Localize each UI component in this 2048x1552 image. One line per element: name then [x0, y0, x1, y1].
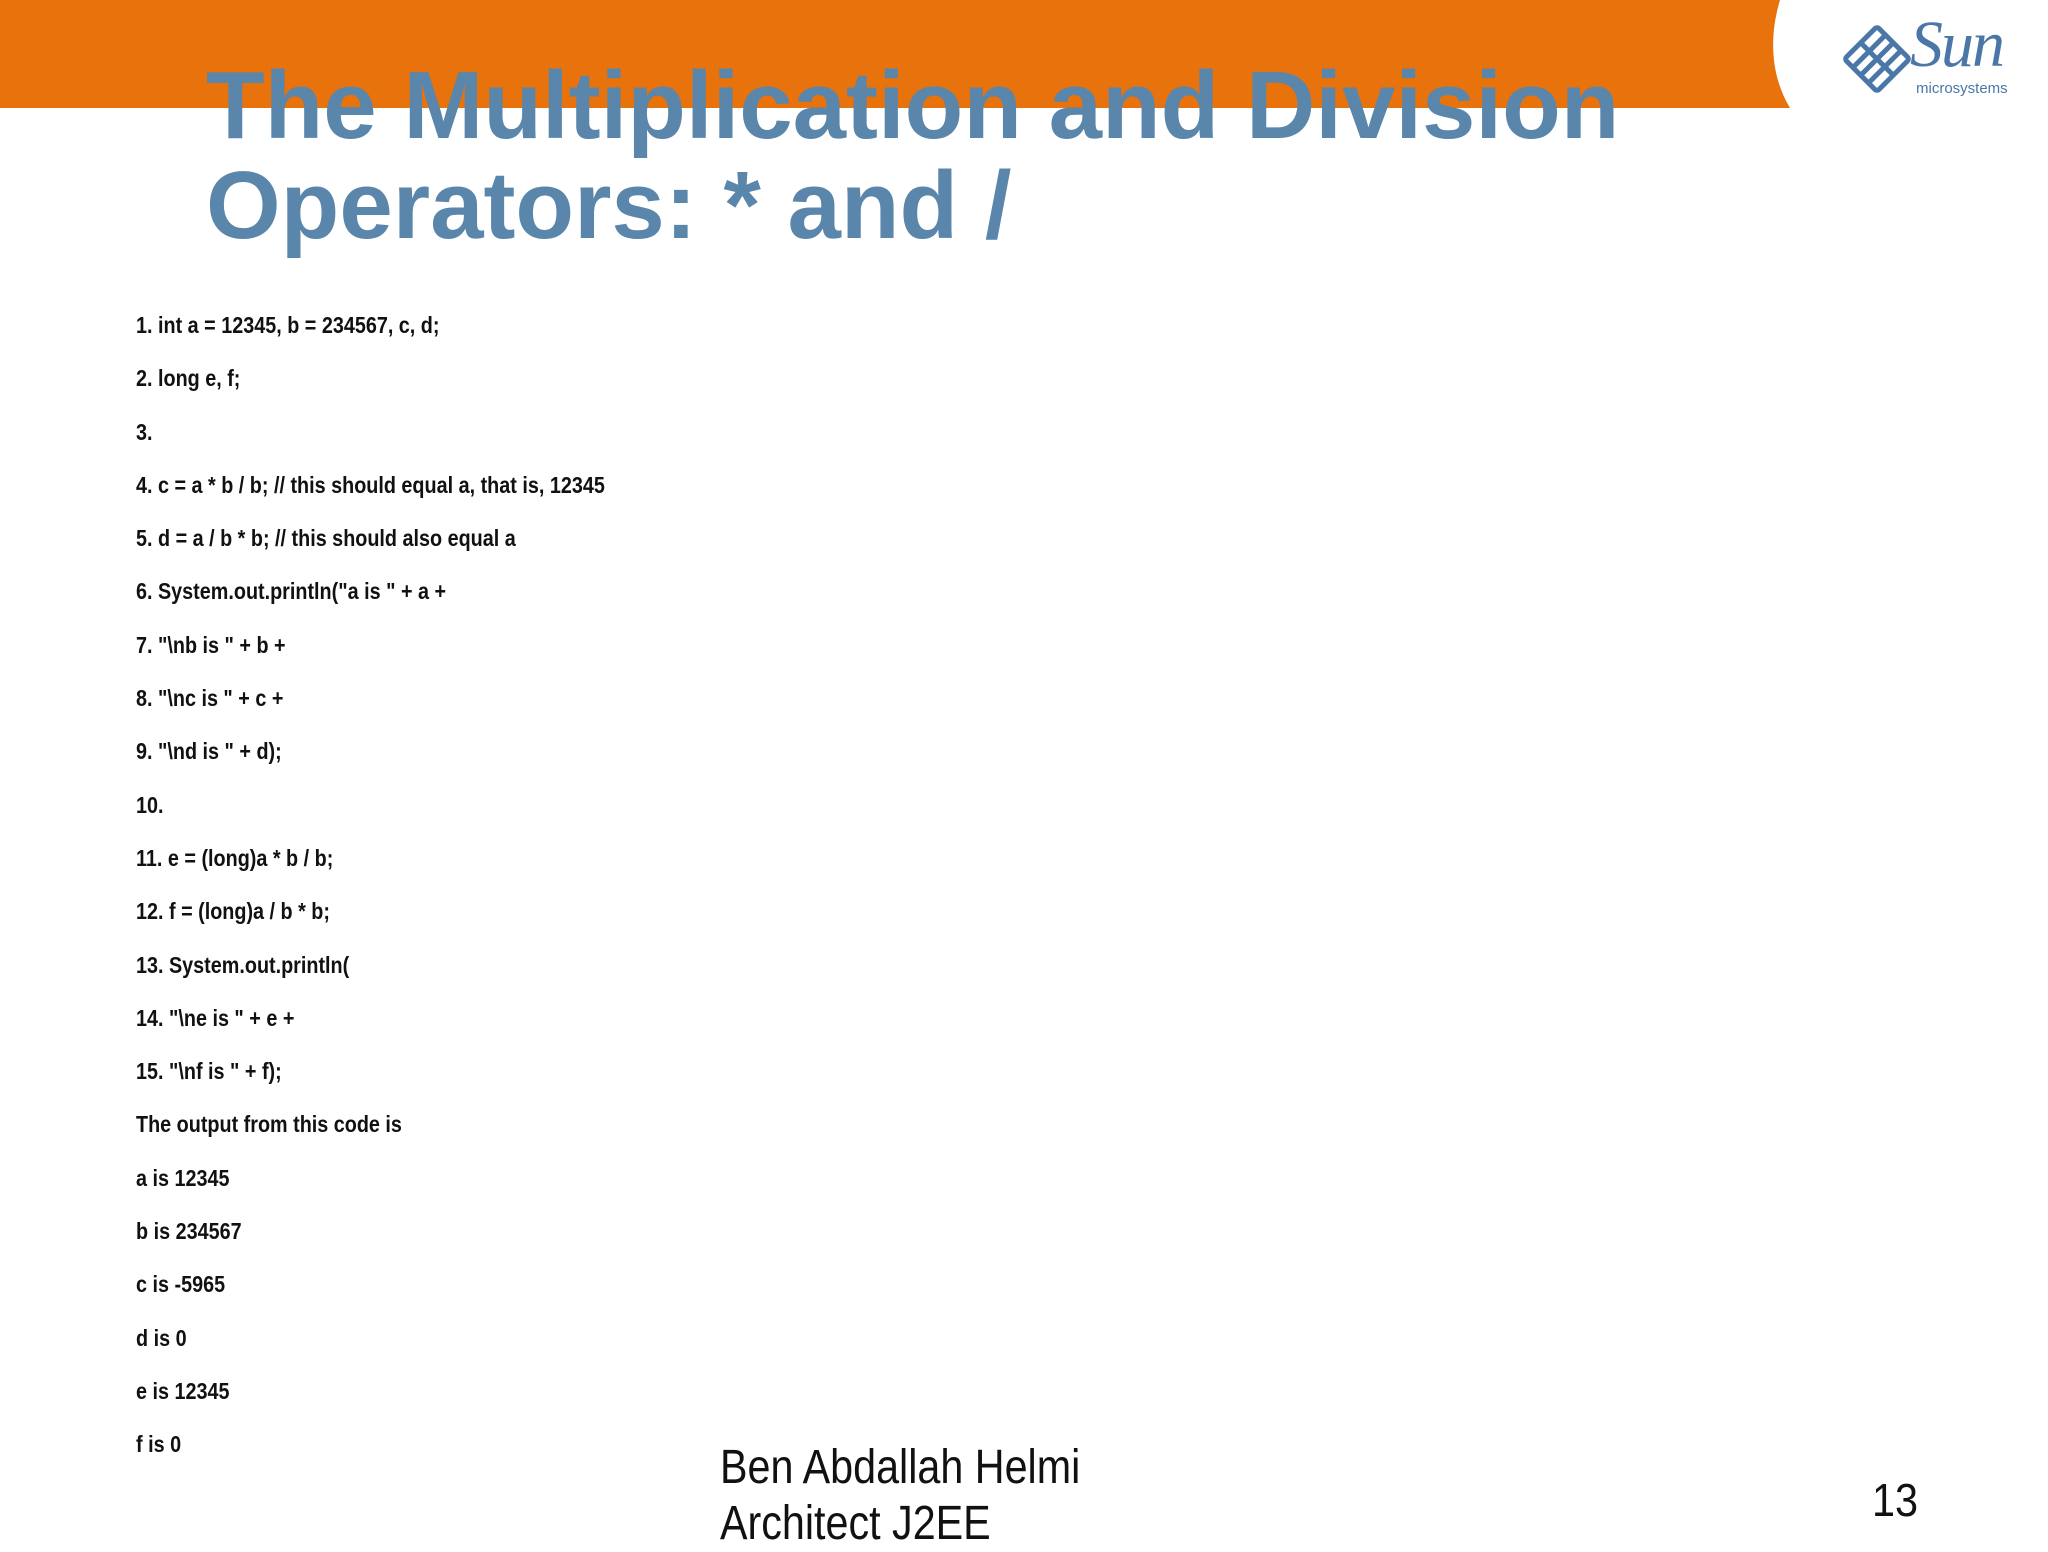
- code-line: 6. System.out.println("a is " + a +: [136, 578, 447, 605]
- output-line: b is 234567: [136, 1218, 242, 1245]
- code-line: 9. "\nd is " + d);: [136, 738, 282, 765]
- code-line: 8. "\nc is " + c +: [136, 685, 284, 712]
- code-line: 3.: [136, 418, 153, 445]
- code-line: 13. System.out.println(: [136, 951, 350, 978]
- page-number: 13: [1872, 1474, 1919, 1526]
- logo-subtitle: microsystems: [1916, 80, 2008, 97]
- slide-title-line-2: Operators: * and /: [206, 152, 1012, 259]
- output-line: f is 0: [136, 1431, 182, 1458]
- sun-diamond-logo-icon: [1842, 24, 1912, 94]
- slide-title: [206, 52, 1806, 259]
- code-line: 12. f = (long)a / b * b;: [136, 898, 330, 925]
- code-line: 4. c = a * b / b; // this should equal a, that is, 12345: [136, 471, 605, 498]
- code-line: 14. "\ne is " + e +: [136, 1004, 295, 1031]
- code-listing: [136, 308, 681, 1481]
- code-line: 10.: [136, 791, 164, 818]
- code-line: 2. long e, f;: [136, 365, 241, 392]
- output-line: e is 12345: [136, 1377, 230, 1404]
- code-line: 7. "\nb is " + b +: [136, 631, 286, 658]
- output-line: a is 12345: [136, 1164, 230, 1191]
- output-line: c is -5965: [136, 1271, 226, 1298]
- output-heading: The output from this code is: [136, 1111, 402, 1138]
- code-line: 5. d = a / b * b; // this should also equal a: [136, 525, 516, 552]
- output-line: d is 0: [136, 1324, 187, 1351]
- slide-title-line-1: The Multiplication and Division: [206, 52, 1620, 159]
- footer-author: Ben Abdallah Helmi Architect J2EE: [720, 1441, 1081, 1550]
- sun-logo: [1838, 8, 2018, 108]
- code-line: 1. int a = 12345, b = 234567, c, d;: [136, 312, 440, 338]
- code-line: 11. e = (long)a * b / b;: [136, 844, 334, 871]
- code-line: 15. "\nf is " + f);: [136, 1058, 282, 1085]
- logo-wordmark: Sun: [1910, 8, 2003, 81]
